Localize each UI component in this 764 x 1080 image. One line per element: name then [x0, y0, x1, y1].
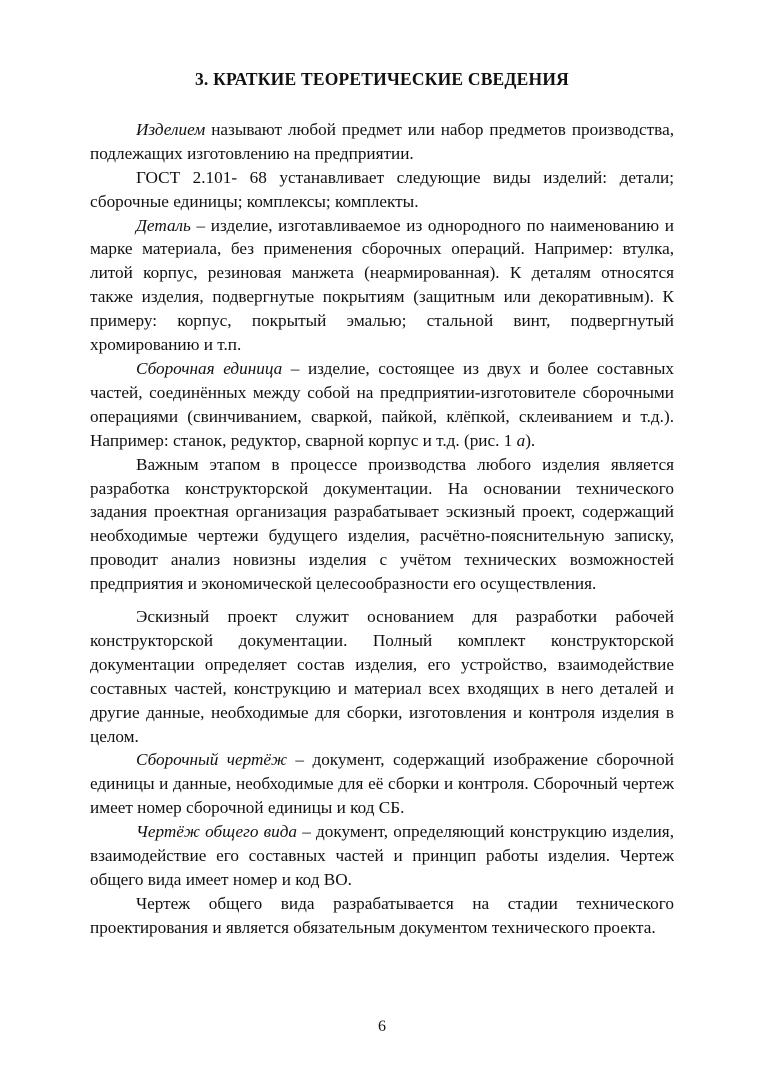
term-general-view-drawing: Чертёж общего вида — [136, 822, 297, 842]
term-assembly-drawing: Сборочный чертёж — [136, 750, 287, 770]
paragraph-gost-types — [90, 166, 674, 214]
paragraph-text: называют любой предмет или набор предметов производства, подлежащих изготовлению на предприятии. — [90, 119, 674, 163]
paragraph-text-end: ). — [525, 430, 536, 450]
figure-reference: а — [516, 430, 526, 450]
section-heading: 3. КРАТКИЕ ТЕОРЕТИЧЕСКИЕ СВЕДЕНИЯ — [194, 69, 570, 89]
term-part: Деталь — [136, 215, 191, 235]
page-number: 6 — [378, 1018, 386, 1035]
paragraph-design-documentation — [90, 453, 674, 596]
paragraph-general-view-stage — [90, 892, 674, 940]
paragraph-assembly-drawing — [90, 748, 674, 820]
paragraph-text: – изделие, состоящее из двух и более составных частей, соединённых между собой на предприятии-изготовителе сборочными операциями (свинчиванием, сваркой, пайкой, клёпкой, склеиванием и т.д.). Например: станок, редуктор, сварной корпус и т.д. (рис. 1 — [90, 358, 674, 450]
paragraph-text: – документ, определяющий конструкцию изделия, взаимодействие его составных частей и принцип работы изделия. Чертеж общего вида имеет номер и код ВО. — [90, 822, 674, 889]
paragraph-text: Чертеж общего вида разрабатывается на стадии технического проектирования и является обязательным документом технического проекта. — [90, 893, 674, 937]
paragraph-text: ГОСТ 2.101- 68 устанавливает следующие виды изделий: детали; сборочные единицы; комплексы; комплекты. — [90, 167, 674, 211]
term-product: Изделием — [136, 119, 206, 139]
paragraph-product-definition — [90, 118, 674, 166]
paragraph-text: – документ, содержащий изображение сборочной единицы и данные, необходимые для её сборки и контроля. Сборочный чертеж имеет номер сборочной единицы и код СБ. — [90, 750, 674, 818]
paragraph-part-definition — [90, 214, 674, 357]
paragraph-general-view-drawing — [90, 820, 674, 892]
paragraph-assembly-unit-definition — [90, 357, 674, 453]
document-page — [90, 68, 674, 940]
paragraph-sketch-project — [90, 605, 674, 748]
paragraph-text: Важным этапом в процессе производства любого изделия является разработка конструкторской документации. На основании технического задания проектная организация разрабатывает эскизный проект, содержащий необходимые чертежи будущего изделия, расчётно-пояснительную записку, проводит анализ новизны изделия с учётом технических возможностей предприятия и экономической целесообразности его осуществления. — [90, 454, 674, 594]
paragraph-text: Эскизный проект служит основанием для разработки рабочей конструкторской документации. Полный комплект конструкторской документации определяет состав изделия, его устройство, взаимодействие составных частей, конструкцию и материал всех входящих в него деталей и другие данные, необходимые для сборки, изготовления и контроля изделия в целом. — [90, 607, 674, 746]
term-assembly-unit: Сборочная единица — [136, 358, 283, 378]
paragraph-text: – изделие, изготавливаемое из однородного по наименованию и марке материала, без применения сборочных операций. Например: втулка, литой корпус, резиновая манжета (неармированная). К деталям относятся также изделия, подвергнутые покрытиям (защитным или декоративным). К примеру: корпус, покрытый эмалью; стальной винт, подвергнутый хромированию и т.п. — [90, 215, 674, 355]
